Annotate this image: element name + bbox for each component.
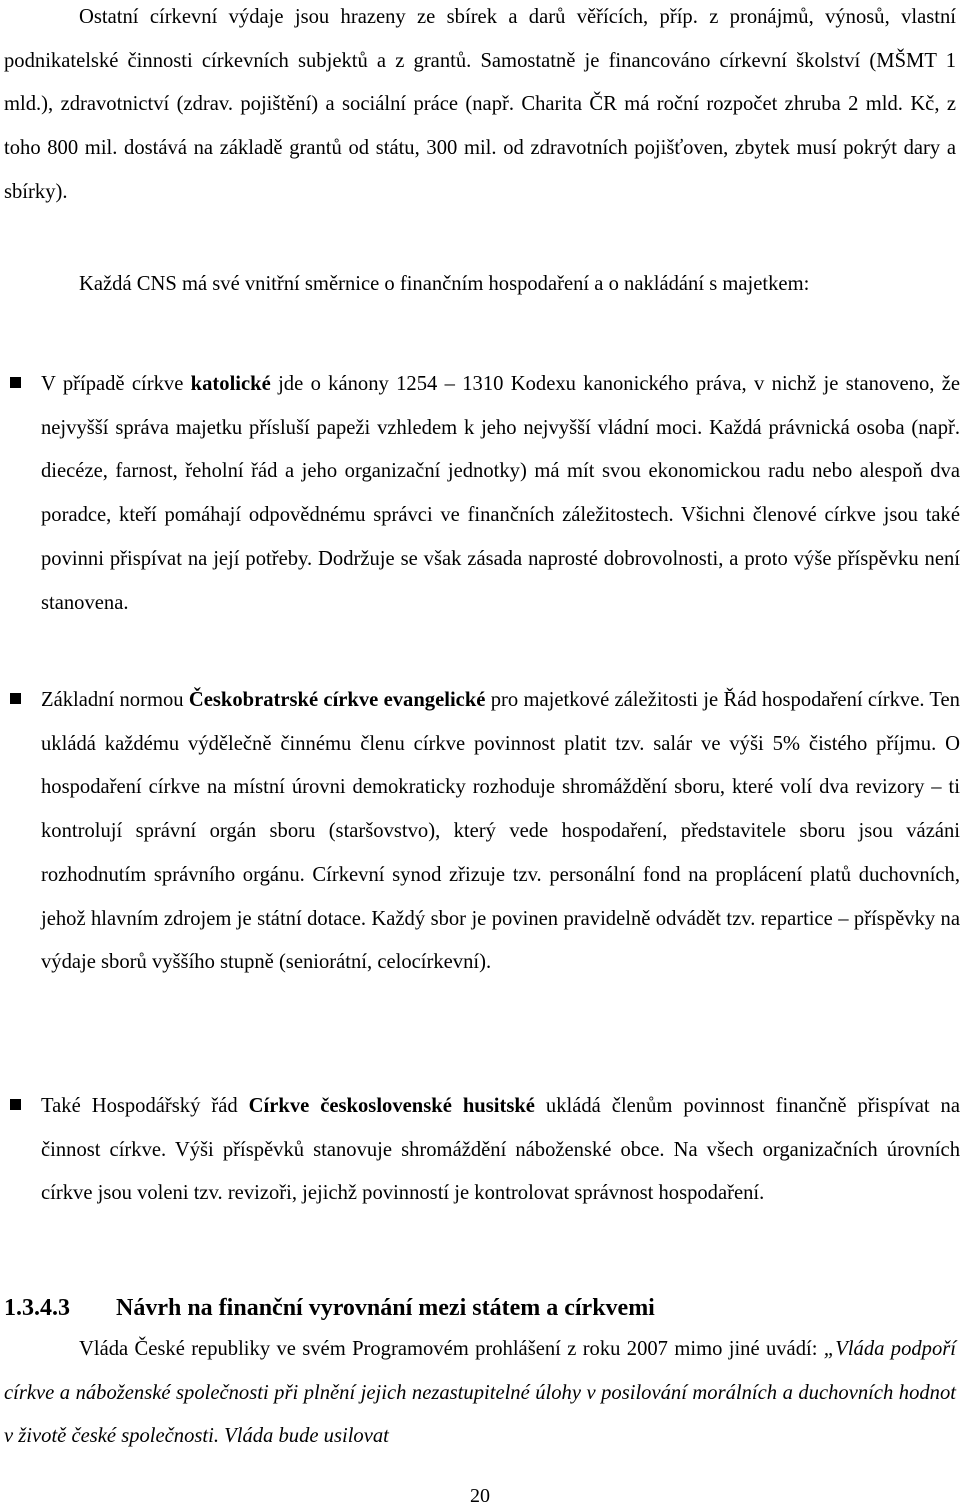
section-number: 1.3.4.3 (4, 1295, 70, 1321)
square-bullet-icon (10, 377, 21, 388)
square-bullet-icon (10, 693, 21, 704)
page-number: 20 (470, 1485, 490, 1507)
bullet-text-hussite: Také Hospodářský řád Církve československé husitské ukládá členům povinnost finančně přispívat na činnost církve. Výši příspěvků stanovuje shromáždění náboženské obce. Na všech organizačních úrovních církve jsou voleni tzv. revizoři, jejichž povinností je kontrolovat správnost hospodaření. (41, 1095, 960, 1205)
paragraph-government-program: Vláda České republiky ve svém Programovém prohlášení z roku 2007 mimo jiné uvádí: „Vláda podpoří církve a náboženské společnosti při plnění jejich nezastupitelné úlohy v posilování morálních a duchovních hodnot v životě české společnosti. Vláda bude usilovat (4, 1338, 956, 1448)
bullet-text-evangelical: Základní normou Českobratrské církve evangelické pro majetkové záležitosti je Řád hospodaření církve. Ten ukládá každému výdělečně činnému členu církve povinnost platit tzv. salár ve výši 5% čistého příjmu. O hospodaření církve na místní úrovni demokraticky rozhoduje shromáždění sboru, které volí dva revizory – ti kontrolují správní orgán sboru (staršovstvo), který vede hospodaření, představitele sboru jsou vázáni rozhodnutím správního orgánu. Církevní synod zřizuje tzv. personální fond na proplácení platů duchovních, jehož hlavním zdrojem je státní dotace. Každý sbor je povinen pravidelně odvádět tzv. repartice – příspěvky na výdaje sborů vyššího stupně (seniorátní, celocírkevní). (41, 689, 960, 974)
square-bullet-icon (10, 1099, 21, 1110)
section-heading (4, 1288, 655, 1328)
paragraph-church-expenses: Ostatní církevní výdaje jsou hrazeny ze sbírek a darů věřících, příp. z pronájmů, výnosů, vlastní podnikatelské činnosti církevních subjektů a z grantů. Samostatně je financováno církevní školství (MŠMT 1 mld.), zdravotnictví (zdrav. pojištění) a sociální práce (např. Charita ČR má roční rozpočet zhruba 2 mld. Kč, z toho 800 mil. dostává na základě grantů od státu, 300 mil. od zdravotních pojišťoven, zbytek musí pokrýt dary a sbírky). (4, 6, 956, 203)
bullet-text-catholic: V případě církve katolické jde o kánony 1254 – 1310 Kodexu kanonického práva, v nichž je stanoveno, že nejvyšší správa majetku přísluší papeži vzhledem k jeho nejvyšší vládní moci. Každá právnická osoba (např. diecéze, farnost, řeholní řád a jeho organizační jednotky) má mít svou ekonomickou radu nebo alespoň dva poradce, kteří pomáhají odpovědnému správci ve finančních záležitostech. Všichni členové církve jsou také povinni přispívat na její potřeby. Dodržuje se však zásada naprosté dobrovolnosti, a proto výše příspěvku není stanovena. (41, 373, 960, 614)
paragraph-cns-guidelines: Každá CNS má své vnitřní směrnice o finančním hospodaření a o nakládání s majetkem: (79, 273, 810, 295)
section-title: Návrh na finanční vyrovnání mezi státem a církvemi (116, 1295, 655, 1321)
